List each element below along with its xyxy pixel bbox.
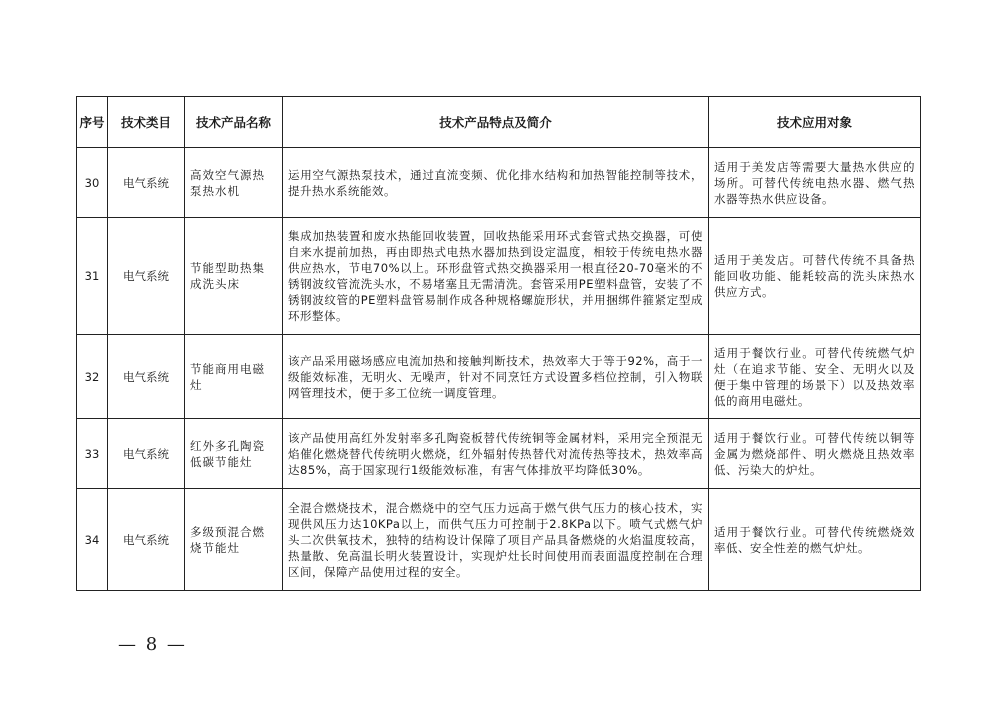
header-application: 技术应用对象 [709, 97, 921, 148]
row-product-name: 多级预混合燃烧节能灶 [185, 489, 283, 591]
row-seq: 31 [77, 218, 108, 335]
row-product-name: 节能商用电磁灶 [185, 335, 283, 419]
row-application: 适用于餐饮行业。可替代传统燃气炉灶（在追求节能、安全、无明火以及便于集中管理的场景下）以及热效率低的商用电磁灶。 [709, 335, 921, 419]
row-product-name: 红外多孔陶瓷低碳节能灶 [185, 419, 283, 489]
row-seq: 32 [77, 335, 108, 419]
table-row [77, 218, 921, 335]
row-category: 电气系统 [108, 419, 185, 489]
row-application: 适用于餐饮行业。可替代传统以铜等金属为燃烧部件、明火燃烧且热效率低、污染大的炉灶。 [709, 419, 921, 489]
table-row [77, 419, 921, 489]
row-product-name: 节能型助热集成洗头床 [185, 218, 283, 335]
row-features: 该产品采用磁场感应电流加热和接触判断技术，热效率大于等于92%，高于一级能效标准，无明火、无噪声，针对不同烹饪方式设置多档位控制，引入物联网管理技术，便于多工位统一调度管理。 [283, 335, 709, 419]
row-features: 该产品使用高红外发射率多孔陶瓷板替代传统铜等金属材料，采用完全预混无焰催化燃烧替代传统明火燃烧，红外辐射传热替代对流传热等技术，热效率高达85%，高于国家现行1级能效标准，有害气体排放平均降低30%。 [283, 419, 709, 489]
row-category: 电气系统 [108, 489, 185, 591]
table-row [77, 489, 921, 591]
row-application: 适用于餐饮行业。可替代传统燃烧效率低、安全性差的燃气炉灶。 [709, 489, 921, 591]
row-category: 电气系统 [108, 218, 185, 335]
row-category: 电气系统 [108, 148, 185, 218]
technology-table [76, 96, 921, 591]
header-category: 技术类目 [108, 97, 185, 148]
row-application: 适用于美发店等需要大量热水供应的场所。可替代传统电热水器、燃气热水器等热水供应设备。 [709, 148, 921, 218]
header-features: 技术产品特点及简介 [283, 97, 709, 148]
row-features: 运用空气源热泵技术，通过直流变频、优化排水结构和加热智能控制等技术，提升热水系统能效。 [283, 148, 709, 218]
header-name: 技术产品名称 [185, 97, 283, 148]
row-features: 集成加热装置和废水热能回收装置，回收热能采用环式套管式热交换器，可使自来水提前加热，再由即热式电热水器加热到设定温度，相较于传统电热水器供应热水，节电70%以上。环形盘管式热交换器采用一根直径20-70毫米的不锈钢波纹管流洗头水，不易堵塞且无需清洗。套管采用PE塑料盘管，安装了不锈钢波纹管的PE塑料盘管易制作成各种规格螺旋形状，并用捆绑件箍紧定型成环形整体。 [283, 218, 709, 335]
table-row [77, 148, 921, 218]
row-features: 全混合燃烧技术，混合燃烧中的空气压力远高于燃气供气压力的核心技术，实现供风压力达10KPa以上，而供气压力可控制于2.8KPa以下。喷气式燃气炉头二次供氧技术，独特的结构设计保障了项目产品具备燃烧的火焰温度较高，热量散、免高温长明火装置设计，实现炉灶长时间使用而表面温度控制在合理区间，保障产品使用过程的安全。 [283, 489, 709, 591]
row-seq: 34 [77, 489, 108, 591]
row-category: 电气系统 [108, 335, 185, 419]
table-header-row [77, 97, 921, 148]
table-row [77, 335, 921, 419]
row-product-name: 高效空气源热泵热水机 [185, 148, 283, 218]
row-seq: 33 [77, 419, 108, 489]
row-seq: 30 [77, 148, 108, 218]
row-application: 适用于美发店。可替代传统不具备热能回收功能、能耗较高的洗头床热水供应方式。 [709, 218, 921, 335]
page-number: — 8 — [118, 634, 187, 655]
header-seq: 序号 [77, 97, 108, 148]
